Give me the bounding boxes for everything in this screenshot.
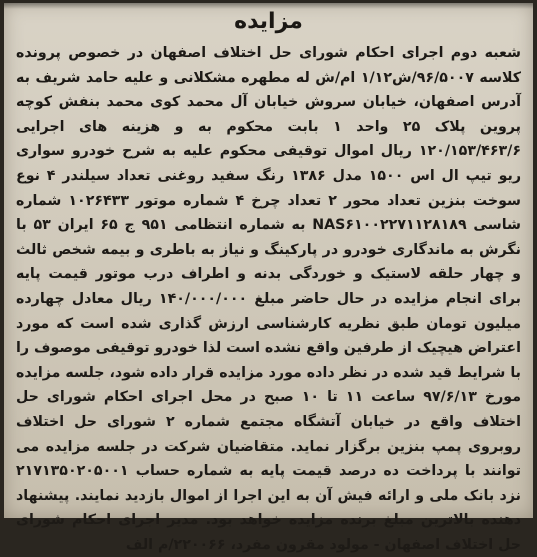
newspaper-clipping [4, 3, 533, 553]
notice-title: مزایده [234, 9, 303, 34]
notice-body: شعبه دوم اجرای احکام شورای حل اختلاف اصفهان در خصوص پرونده کلاسه ۹۶/۵۰۰۷/ش۱/۱۲ ام/ش له مطهره مشکلانی و علیه حامد شریف به آدرس اصفهان، خیابان سروش خیابان آل محمد کوی محمد بنفش کوچه پروین پلاک ۲۵ واحد ۱ بابت محکوم به و هزینه های اجرایی ۱۲۰/۱۵۳/۴۶۳/۶ ریال اموال توقیفی محکوم علیه به شرح خودرو سواری ریو تیپ ال اس ۱۵۰۰ مدل ۱۳۸۶ رنگ سفید روغنی تعداد سیلندر ۴ نوع سوخت بنزین تعداد محور ۲ تعداد چرخ ۴ شماره موتور ۱۰۲۶۴۳۳ شماره شاسی NAS۶۱۰۰۲۲۷۱۱۲۸۱۸۹ به شماره انتظامی ۹۵۱ ج ۶۵ ایران ۵۳ با نگرش به ماندگاری خودرو در پارکینگ و نیاز به باطری و بیمه شخص ثالث و چهار حلقه لاستیک و خوردگی بدنه و اطراف درب موتور قیمت پایه برای انجام مزایده در حال حاضر مبلغ ۱۴۰/۰۰۰/۰۰۰ ریال معادل چهارده میلیون تومان طبق نظریه کارشناسی ارزش گذاری شده است که مورد اعتراض هیچیک از طرفین واقع نشده است لذا خودرو توقیفی موصوف را با شرایط قید شده در نظر داده مورد مزایده قرار داده شود، جلسه مزایده مورخ ۹۷/۶/۱۳ ساعت ۱۱ تا ۱۰ صبح در محل اجرای احکام شورای حل اختلاف واقع در خیابان آتشگاه مجتمع شماره ۲ شورای حل اختلاف روبروی پمپ بنزین برگزار نماید. متقاضیان شرکت در جلسه مزایده می توانند با پرداخت ده درصد قیمت پایه به شماره حساب ۲۱۷۱۳۵۰۲۰۵۰۰۱ نزد بانک ملی و ارائه فیش آن به این اجرا از اموال بازدید نمایند. پیشنهاد دهنده بالاترین مبلغ برنده مزایده خواهد بود. مدیر اجرای احکام شورای حل اختلاف اصفهان - مولود مقرون مفرد، ۲۲۰۰۶۶/م الف [16, 45, 521, 553]
